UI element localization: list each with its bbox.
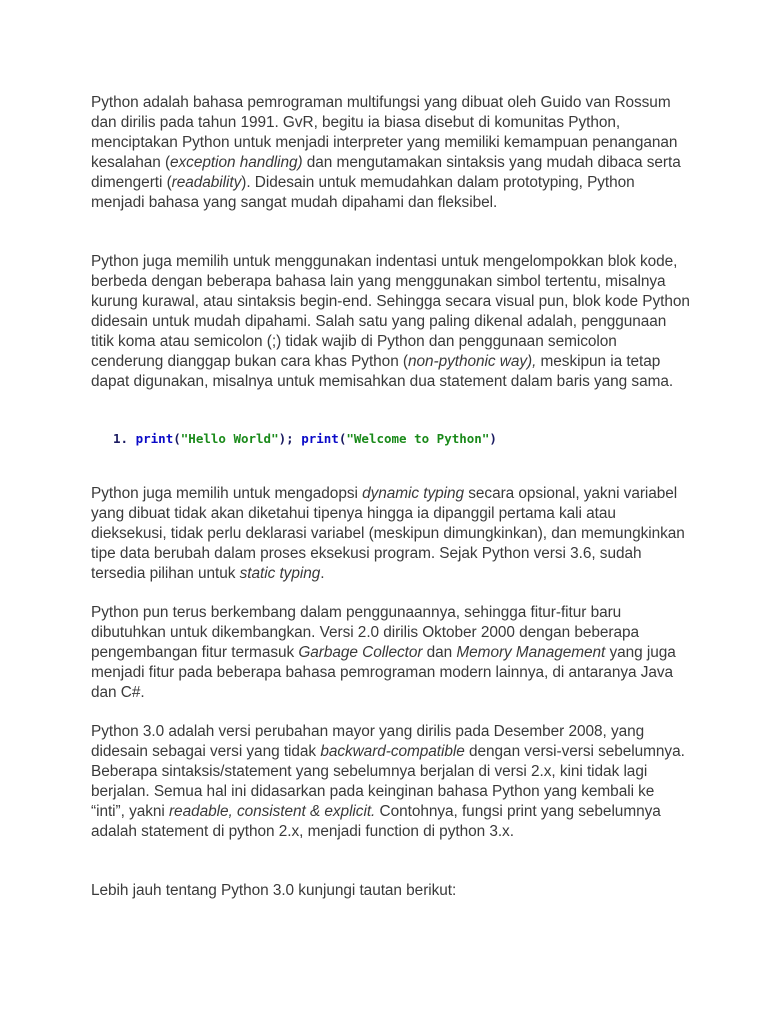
text-span: Python pun terus berkembang dalam penggunaannya, sehingga fitur-fitur baru dibutuhkan untuk dikembangkan. Versi 2.0 dirilis Oktober 2000 dengan beberapa pengembangan fitur termasuk (91, 604, 640, 661)
paragraph-dynamic-typing (91, 484, 691, 584)
text-span: Python juga memilih untuk menggunakan indentasi untuk mengelompokkan blok kode, berbeda dengan beberapa bahasa lain yang menggunakan simbol tertentu, misalnya kurung kurawal, atau sintaksis begin-end. Sehingga secara visual pun, blok kode Python didesain untuk mudah dipahami. Salah satu yang paling dikenal adalah, penggunaan titik koma atau semicolon (;) tidak wajib di Python dan penggunaan semicolon cenderung dianggap bukan cara khas Python ( (91, 253, 690, 370)
text-span: Contohnya, fungsi print yang sebelumnya adalah statement di python 2.x, menjadi function di python 3.x. (91, 803, 661, 840)
text-span: dan (422, 644, 457, 661)
code-punctuation: ) (489, 431, 497, 446)
text-span: Lebih jauh tentang Python 3.0 kunjungi tautan berikut: (91, 882, 457, 899)
code-punctuation: ); (278, 431, 294, 446)
code-punctuation: ( (173, 431, 181, 446)
italic-term: Memory Management (456, 644, 606, 661)
code-string: "Welcome to Python" (346, 431, 490, 446)
text-span: . (320, 565, 325, 582)
italic-term: dynamic typing (362, 485, 465, 502)
text-span: dengan versi-versi sebelumnya. Beberapa sintaksis/statement yang sebelumnya berjalan di versi 2.x, kini tidak lagi berjalan. Semua hal ini didasarkan pada keinginan bahasa Python yang kembali ke “inti”, yakni (91, 743, 685, 820)
italic-term: exception handling) (170, 154, 303, 171)
text-span: secara opsional, yakni variabel yang dibuat tidak akan diketahui tipenya hingga ia dipanggil pertama kali atau dieksekusi, tidak perlu deklarasi variabel (meskipun dimungkinkan), dan memungkinkan tipe data berubah dalam proses eksekusi program. Sejak Python versi 3.6, sudah tersedia pilihan untuk (91, 485, 685, 582)
paragraph-indentation (91, 252, 691, 392)
text-span: ). Didesain untuk memudahkan dalam prototyping, Python menjadi bahasa yang sangat mudah dipahami dan fleksibel. (91, 174, 635, 211)
paragraph-intro (91, 93, 691, 213)
code-punctuation: ( (338, 431, 347, 446)
italic-term: Garbage Collector (298, 644, 423, 661)
code-string: "Hello World" (180, 431, 279, 446)
text-span: dan mengutamakan sintaksis yang mudah dibaca serta dimengerti ( (91, 154, 681, 191)
text-span: Python adalah bahasa pemrograman multifungsi yang dibuat oleh Guido van Rossum dan dirilis pada tahun 1991. GvR, begitu ia biasa disebut di komunitas Python, menciptakan Python untuk menjadi interpreter yang memiliki kemampuan penanganan kesalahan ( (91, 94, 678, 171)
code-keyword: print (301, 431, 339, 446)
paragraph-version-2 (91, 603, 691, 703)
italic-term: backward-compatible (320, 743, 465, 760)
italic-term: static typing (239, 565, 321, 582)
text-span: Python 3.0 adalah versi perubahan mayor yang dirilis pada Desember 2008, yang didesain sebagai versi yang tidak (91, 723, 645, 760)
text-span: Python juga memilih untuk mengadopsi (91, 485, 363, 502)
italic-term: non-pythonic way), (408, 353, 537, 370)
code-line-number: 1. (113, 431, 129, 446)
italic-term: readability (171, 174, 242, 191)
code-example (113, 430, 497, 448)
italic-term: readable, consistent & explicit. (168, 803, 376, 820)
paragraph-more-info (91, 881, 456, 901)
text-span: yang juga menjadi fitur pada beberapa bahasa pemrograman modern lainnya, di antaranya Java dan C#. (91, 644, 676, 701)
text-span: meskipun ia tetap dapat digunakan, misalnya untuk memisahkan dua statement dalam baris yang sama. (91, 353, 674, 390)
paragraph-version-3 (91, 722, 691, 842)
code-keyword: print (135, 431, 174, 446)
